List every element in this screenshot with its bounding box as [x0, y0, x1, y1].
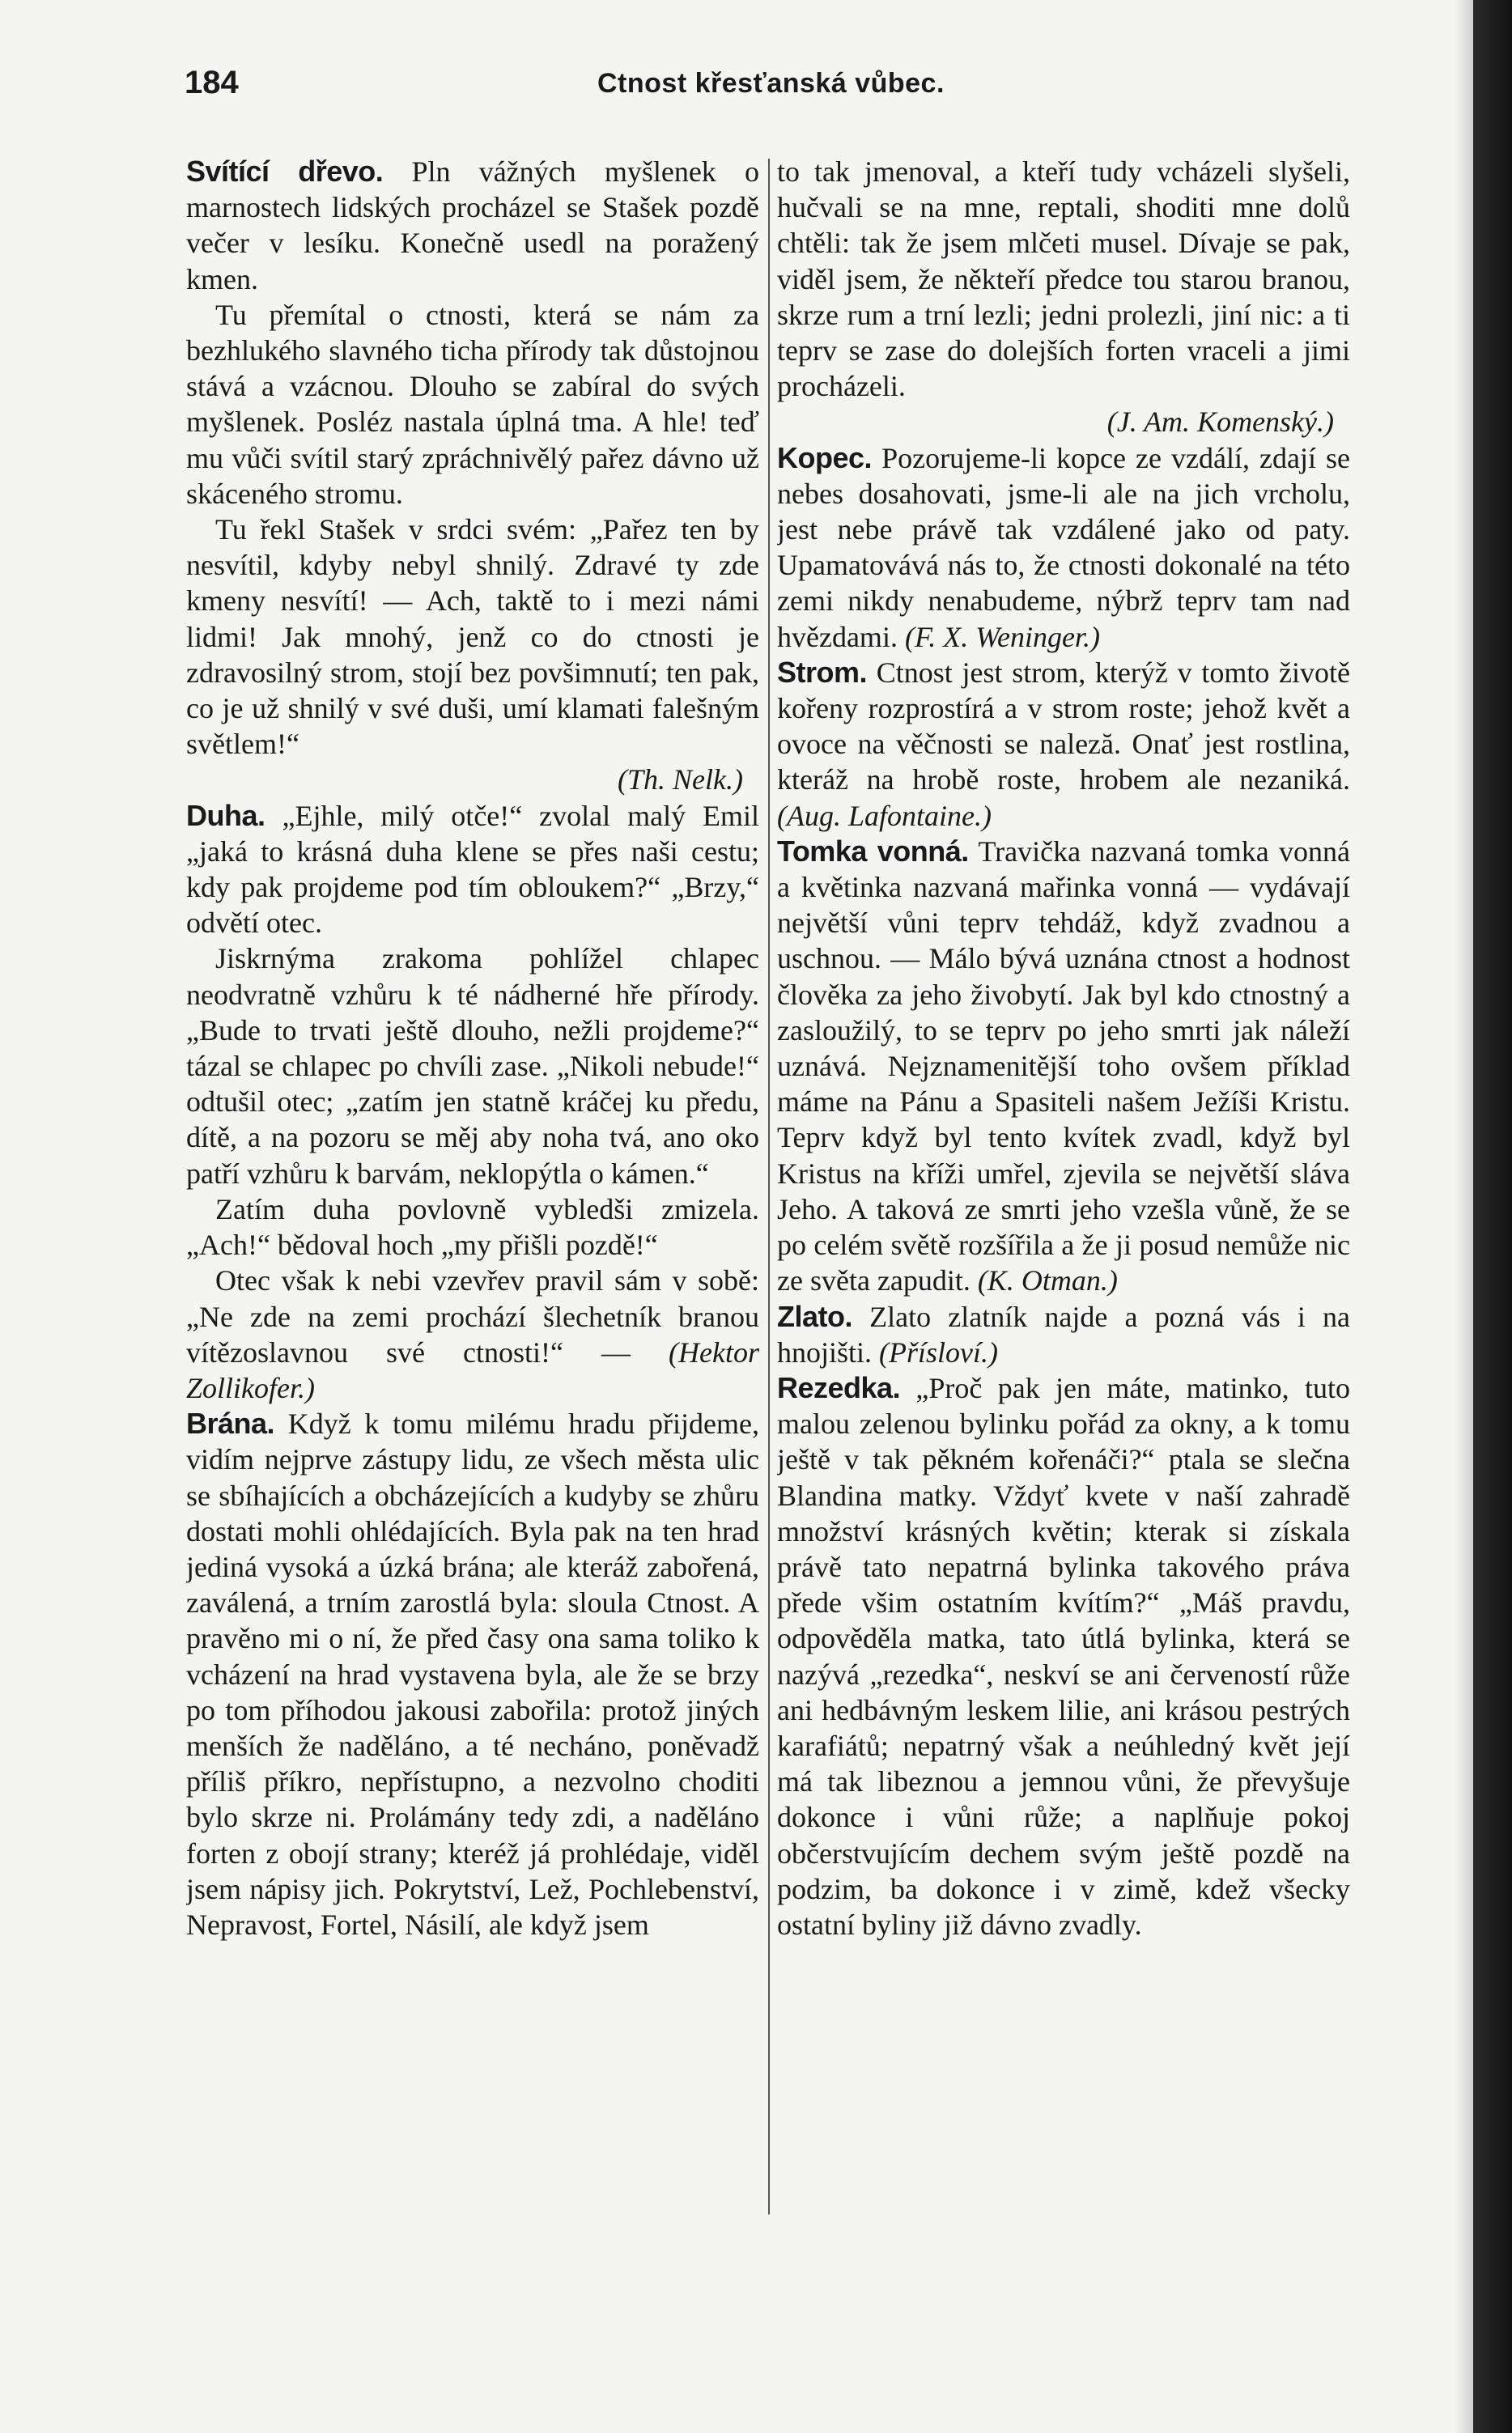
- section-brana-p1: [186, 1406, 759, 1943]
- signature: (J. Am. Komenský.): [1106, 406, 1334, 439]
- paragraph-text: Pln vážných myšlenek o marnostech lidských procházel se Stašek pozdě večer v lesíku. Konečně usedl na poražený kmen.: [186, 155, 759, 295]
- section-heading: Strom.: [777, 655, 868, 689]
- paragraph-text: Otec však k nebi vzevřev pravil sám v sobě: „Ne zde na zemi prochází šlechetník branou vítězoslavnou své ctnosti!“ —: [186, 1264, 759, 1369]
- section-duha-p4: [186, 1263, 759, 1406]
- signature: (F. X. Weninger.): [904, 620, 1100, 653]
- section-tomka: [777, 834, 1350, 1299]
- section-heading: Rezedka.: [777, 1370, 901, 1404]
- section-duha-p1: [186, 798, 759, 941]
- section-svitici-p3: Tu řekl Stašek v srdci svém: „Pařez ten by nesvítil, kdyby nebyl shnilý. Zdravé ty zde kmeny nesvítí! — Ach, taktě to i mezi námi lidmi! Jak mnohý, jenž co do ctnosti je zdravosilný strom, stojí bez povšimnutí; ten pak, co je už shnilý v své duši, umí klamati falešným světlem!“: [186, 513, 759, 761]
- signature: (Th. Nelk.): [618, 763, 743, 796]
- section-rezedka: [777, 1370, 1350, 1943]
- section-heading: Svítící dřevo.: [186, 155, 384, 188]
- paragraph-text: Pozorujeme-li kopce ze vzdálí, zdají se nebes dosahovati, jsme-li ale na jich vrcholu, jest nebe právě tak vzdálené jako od paty. Upamatovává nás to, že ctnosti dokonalé na této zemi nikdy nenabudeme, nýbrž teprv tam nad hvězdami.: [777, 441, 1350, 653]
- signature: (Aug. Lafontaine.): [777, 799, 992, 832]
- signature: (Přísloví.): [879, 1335, 999, 1369]
- paragraph-text: Když k tomu milému hradu přijdeme, vidím nejprve zástupy lidu, ze všech města ulic se sbíhajících a obcházejících a kudyby se zhůru dostati mohli ohlédajících. Byla pak na ten hrad jediná vysoká a úzká brána; ale kteráž zabořená, zaválená, a trním zarostlá byla: sloula Ctnost. A pravěno mi o ní, že před časy ona sama toliko k vcházení na hrad vystavena byla, ale že se brzy po tom příhodou jakousi zabořila: protož jiných menších že naděláno, a té necháno, poněvadž příliš příkro, nepřístupno, a nezvolno choditi bylo skrze ni. Prolámány tedy zdi, a naděláno forten z obojí strany; kteréž já prohlédaje, viděl jsem nápisy jich. Pokrytství, Lež, Pochlebenství, Nepravost, Fortel, Násilí, ale když jsem: [186, 1408, 759, 1941]
- running-title: Ctnost křesťanská vůbec.: [597, 68, 945, 99]
- left-column: [186, 154, 759, 2226]
- page-edge-shadow: [1455, 0, 1473, 2433]
- section-svitici-p1: [186, 154, 759, 297]
- section-heading: Duha.: [186, 798, 265, 832]
- page-number: 184: [185, 65, 239, 100]
- section-heading: Brána.: [186, 1407, 275, 1441]
- section-svitici-p2: Tu přemítal o ctnosti, která se nám za bezhlukého slavného ticha přírody tak důstojnou stává a vzácnou. Dlouho se zabíral do svých myšlenek. Posléz nastala úplná tma. A hle! teď mu vůči svítil starý zpráchnivělý pařez dávno už skáceného stromu.: [186, 298, 759, 510]
- section-heading: Kopec.: [777, 440, 873, 474]
- section-heading: Zlato.: [777, 1299, 852, 1333]
- right-column: [777, 154, 1350, 2226]
- section-duha-p2: Jiskrnýma zrakoma pohlížel chlapec neodvratně vzhůru k té nádherné hře přírody. „Bude to trvati ještě dlouho, nežli projdeme?“ tázal se chlapec po chvíli zase. „Nikoli nebude!“ odtušil otec; „zatím jen statně kráčej ku předu, dítě, a na pozoru se měj aby noha tvá, ano oko patří vzhůru k barvám, neklopýtla o kámen.“: [186, 942, 759, 1190]
- paragraph-text: Travička nazvaná tomka vonná a květinka nazvaná mařinka vonná — vydávají největší vůni teprv tehdáž, když zvadnou a uschnou. — Málo bývá uznána ctnost a hodnost člověka za jeho živobytí. Jak byl kdo ctnostný a zasloužilý, to se teprv po jeho smrti jak náleží uznává. Nejznamenitější toho ovšem příklad máme na Pánu a Spasiteli našem Ježíši Kristu. Teprv když byl tento kvítek zvadl, když byl Kristus na kříži umřel, zjevila se největší sláva Jeho. A taková ze smrti jeho vzešla vůně, že se po celém světě rozšířila a že ji posud nemůže nic ze světa zapudit.: [777, 834, 1350, 1297]
- paragraph-text: „Ejhle, milý otče!“ zvolal malý Emil „jaká to krásná duha klene se přes naši cestu; kdy pak projdeme pod tím obloukem?“ „Brzy,“ odvětí otec.: [186, 799, 759, 940]
- section-strom: [777, 655, 1350, 834]
- section-zlato: [777, 1299, 1350, 1370]
- section-brana-cont: to tak jmenoval, a kteří tudy vcházeli slyšeli, hučvali se na mne, reptali, shoditi mne dolů chtěli: tak že jsem mlčeti musel. Dívaje se pak, viděl jsem, že někteří předce tou starou branou, skrze rum a trní lezli; jedni prolezli, jiní nic: a ti teprv se zase do dolejších forten vraceli a jimi procházeli.: [777, 155, 1350, 403]
- paragraph-text: „Proč pak jen máte, matinko, tuto malou zelenou bylinku pořád za okny, a k tomu ještě v tak pěkném kořenáči?“ ptala se slečna Blandina matky. Vždyť kvete v naší zahradě množství krásných květin; kterak si získala právě tato nepatrná bylinka takového práva přede všim ostatním kvítím?“ „Máš pravdu, odpověděla matka, tato útlá bylinka, která se nazývá „rezedka“, neskví se ani červeností růže ani hedbávným leskem lilie, ani krásou pestrých karafiátů; nepatrný však a neúhledný květ její má tak libeznou a jemnou vůni, že převyšuje dokonce i vůni růže; a naplňuje pokoj občerstvujícím dechem svým ještě pozdě na podzim, ba dokonce i v zimě, kdež všecky ostatní byliny již dávno zvadly.: [777, 1371, 1350, 1941]
- paragraph-text: Zlato zlatník najde a pozná vás i na hnojišti.: [777, 1300, 1350, 1369]
- page-header: [185, 65, 1480, 113]
- column-divider: [768, 159, 770, 2214]
- section-duha-p3: Zatím duha povlovně vybledši zmizela. „Ach!“ bědoval hoch „my přišli pozdě!“: [186, 1192, 759, 1262]
- section-kopec: [777, 440, 1350, 655]
- signature: (Hektor Zollikofer.): [186, 1335, 759, 1404]
- page-edge: [1473, 0, 1512, 2433]
- signature: (K. Otman.): [977, 1264, 1118, 1297]
- paragraph-text: Ctnost jest strom, kterýž v tomto životě kořeny rozprostírá a v strom roste; jehož květ a ovoce na věčnosti se naleză. Onať jest rostlina, kteráž na hrobě roste, hrobem ale nezaniká.: [777, 656, 1350, 796]
- section-heading: Tomka vonná.: [777, 834, 969, 868]
